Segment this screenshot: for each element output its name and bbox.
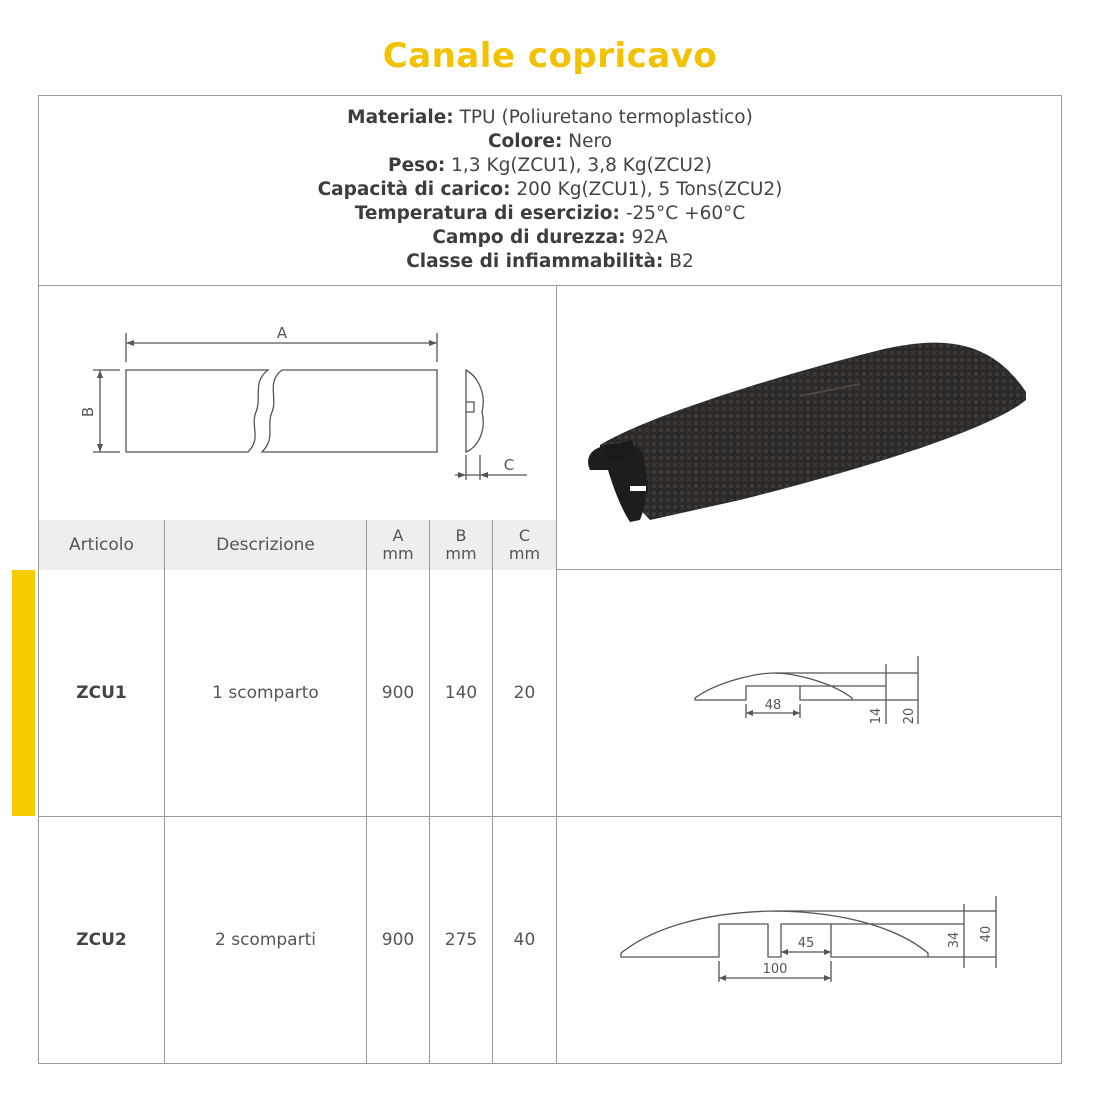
page-title: Canale copricavo: [382, 36, 718, 76]
header-b: B mm: [430, 520, 492, 570]
row-zcu1-a: 900: [381, 683, 415, 703]
accent-bar: [12, 570, 35, 816]
header-a: A mm: [367, 520, 429, 570]
spec-durezza: Campo di durezza: 92A: [432, 227, 668, 248]
zcu2-inner-height-label: 34: [947, 931, 962, 949]
spec-capacita: Capacità di carico: 200 Kg(ZCU1), 5 Tons(ZCU2): [317, 179, 783, 200]
row-zcu1-b: 140: [444, 683, 478, 703]
row-zcu2-c: 40: [513, 930, 536, 950]
zcu1-total-height-label: 20: [902, 707, 917, 725]
zcu2-half-width-label: 45: [797, 936, 815, 951]
zcu2-total-height-label: 40: [979, 925, 994, 943]
zcu2-profile-drawing: [557, 817, 1061, 1063]
row-zcu1-articolo: ZCU1: [76, 683, 127, 703]
spec-infiammabilita: Classe di infiammabilità: B2: [406, 251, 694, 272]
dimension-a-label: A: [276, 324, 288, 342]
spec-peso: Peso: 1,3 Kg(ZCU1), 3,8 Kg(ZCU2): [388, 155, 712, 176]
spec-materiale: Materiale: TPU (Poliuretano termoplastico): [347, 107, 753, 128]
header-descrizione: Descrizione: [165, 520, 366, 570]
header-articolo: Articolo: [39, 520, 164, 570]
row-zcu2-a: 900: [381, 930, 415, 950]
spec-colore: Colore: Nero: [487, 131, 613, 152]
product-photo: [557, 286, 1061, 569]
row-zcu2-articolo: ZCU2: [76, 930, 127, 950]
dimension-drawing: [39, 286, 556, 520]
row-zcu1-descrizione: 1 scomparto: [212, 683, 319, 703]
dimension-c-label: C: [503, 456, 515, 474]
spec-temperatura: Temperatura di esercizio: -25°C +60°C: [354, 203, 746, 224]
header-c: C mm: [493, 520, 556, 570]
row-zcu2-descrizione: 2 scomparti: [215, 930, 316, 950]
zcu2-total-width-label: 100: [762, 962, 788, 977]
row-zcu2-b: 275: [444, 930, 478, 950]
zcu1-profile-drawing: [557, 570, 1061, 816]
dimension-b-label: B: [79, 406, 97, 418]
specifications: [38, 106, 1062, 274]
zcu1-inner-height-label: 14: [869, 707, 884, 725]
zcu1-width-label: 48: [764, 698, 782, 713]
row-zcu1-c: 20: [513, 683, 536, 703]
